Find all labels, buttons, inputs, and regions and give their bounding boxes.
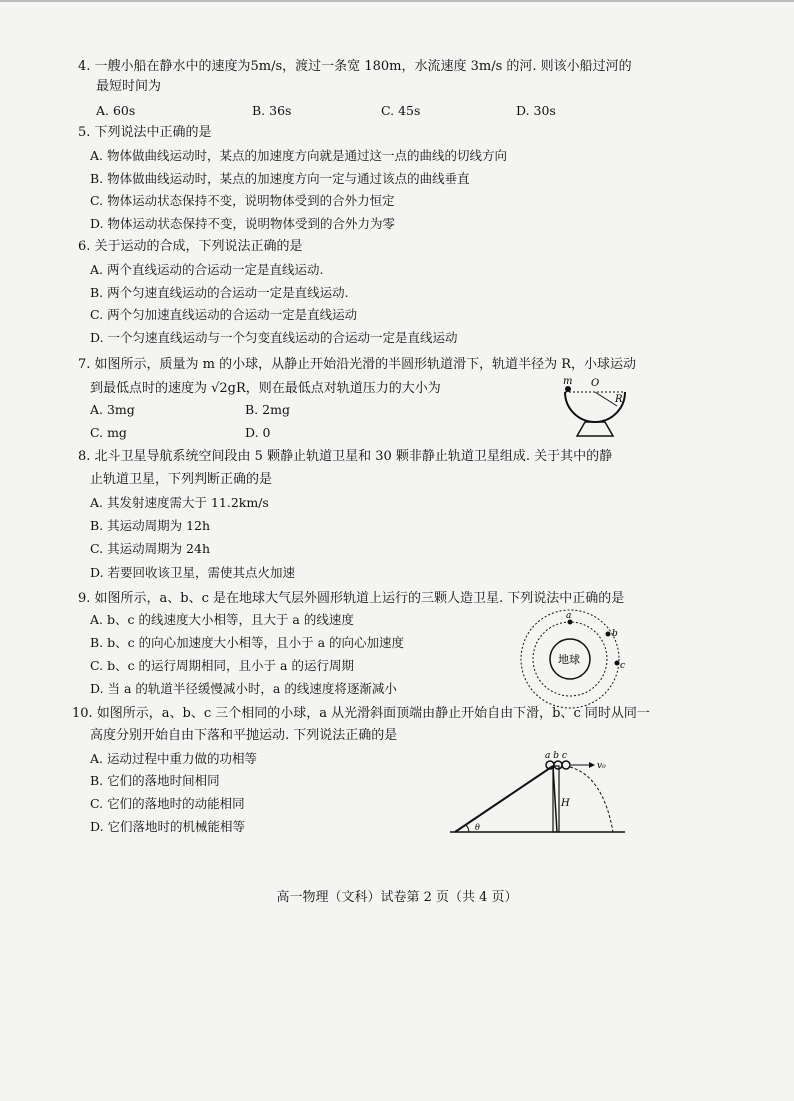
radius-line bbox=[595, 392, 617, 406]
q7-line2: 到最低点时的速度为 √2gR，则在最低点对轨道压力的大小为 bbox=[90, 381, 441, 396]
q10-option-c: C. 它们的落地时的动能相同 bbox=[90, 796, 245, 811]
q5-option-b: B. 物体做曲线运动时，某点的加速度方向一定与通过该点的曲线垂直 bbox=[90, 171, 470, 186]
q10-option-b: B. 它们的落地时间相同 bbox=[90, 773, 220, 788]
q8-option-d: D. 若要回收该卫星，需使其点火加速 bbox=[90, 565, 296, 580]
label-o: O bbox=[591, 378, 600, 389]
q5-stem: 5. 下列说法中正确的是 bbox=[78, 125, 212, 140]
q7-figure bbox=[555, 372, 635, 440]
q7-option-c: C. mg bbox=[90, 425, 127, 440]
q8-line2: 止轨道卫星，下列判断正确的是 bbox=[90, 472, 273, 487]
q10-line1: 10. 如图所示，a、b、c 三个相同的小球，a 从光滑斜面顶端由静止开始自由下滑，b、c 同时从同一 bbox=[72, 706, 650, 721]
q9-option-b: B. b、c 的向心加速度大小相等，且小于 a 的向心加速度 bbox=[90, 635, 405, 650]
q4-option-c: C. 45s bbox=[381, 103, 421, 118]
scan-edge bbox=[0, 0, 794, 2]
q4-line2: 最短时间为 bbox=[96, 79, 162, 94]
q6-option-a: A. 两个直线运动的合运动一定是直线运动. bbox=[90, 262, 324, 277]
q7-option-a: A. 3mg bbox=[90, 402, 135, 417]
angle-arc bbox=[466, 825, 469, 832]
label-c: c bbox=[620, 661, 626, 671]
label-a: a bbox=[566, 611, 572, 621]
q9-figure bbox=[520, 608, 630, 712]
q9-stem: 9. 如图所示，a、b、c 是在地球大气层外圆形轨道上运行的三颗人造卫星. 下列说法中正确的是 bbox=[78, 591, 625, 606]
q6-option-d: D. 一个匀速直线运动与一个匀变直线运动的合运动一定是直线运动 bbox=[90, 330, 458, 345]
label-v0: v₀ bbox=[597, 761, 606, 771]
q7-option-d: D. 0 bbox=[245, 425, 271, 440]
q5-option-d: D. 物体运动状态保持不变，说明物体受到的合外力为零 bbox=[90, 216, 396, 231]
q9-option-a: A. b、c 的线速度大小相等，且大于 a 的线速度 bbox=[90, 612, 354, 627]
q8-option-a: A. 其发射速度需大于 11.2km/s bbox=[90, 495, 269, 510]
q8-option-b: B. 其运动周期为 12h bbox=[90, 518, 211, 533]
q10-option-d: D. 它们落地时的机械能相等 bbox=[90, 819, 246, 834]
satellite-c bbox=[615, 661, 620, 666]
q4-option-a: A. 60s bbox=[96, 103, 136, 118]
q6-option-b: B. 两个匀速直线运动的合运动一定是直线运动. bbox=[90, 285, 349, 300]
q10-line2: 高度分别开始自由下落和平抛运动. 下列说法正确的是 bbox=[90, 728, 398, 743]
q9-option-d: D. 当 a 的轨道半径缓慢减小时，a 的线速度将逐渐减小 bbox=[90, 681, 397, 696]
q4-line1: 4. 一艘小船在静水中的速度为5m/s，渡过一条宽 180m，水流速度 3m/s 的河. 则该小船过河的 bbox=[78, 59, 632, 74]
q5-option-a: A. 物体做曲线运动时，某点的加速度方向就是通过这一点的曲线的切线方向 bbox=[90, 148, 507, 163]
q4-option-b: B. 36s bbox=[252, 103, 292, 118]
q7-line1: 7. 如图所示，质量为 m 的小球，从静止开始沿光滑的半圆形轨道滑下，轨道半径为 R，小球运动 bbox=[78, 357, 637, 372]
q8-line1: 8. 北斗卫星导航系统空间段由 5 颗静止轨道卫星和 30 颗非静止轨道卫星组成. 关于其中的静 bbox=[78, 449, 613, 464]
track-stand bbox=[577, 422, 613, 436]
label-b: b bbox=[612, 629, 618, 639]
ball-c bbox=[562, 761, 570, 769]
q6-stem: 6. 关于运动的合成，下列说法正确的是 bbox=[78, 239, 303, 254]
satellite-b bbox=[606, 632, 611, 637]
q10-option-a: A. 运动过程中重力做的功相等 bbox=[90, 751, 257, 766]
label-abc: a b c bbox=[545, 751, 567, 761]
projectile-path bbox=[570, 767, 613, 832]
ball-b bbox=[554, 761, 562, 769]
earth-label: 地球 bbox=[558, 653, 580, 666]
q8-option-c: C. 其运动周期为 24h bbox=[90, 541, 210, 556]
q9-option-c: C. b、c 的运行周期相同，且小于 a 的运行周期 bbox=[90, 658, 354, 673]
incline bbox=[455, 766, 553, 832]
q10-figure bbox=[445, 748, 635, 840]
q7-option-b: B. 2mg bbox=[245, 402, 290, 417]
label-theta: θ bbox=[475, 823, 480, 832]
arrow-head bbox=[589, 762, 595, 768]
page-footer: 高一物理（文科）试卷第 2 页（共 4 页） bbox=[276, 890, 518, 905]
q5-option-c: C. 物体运动状态保持不变，说明物体受到的合外力恒定 bbox=[90, 193, 395, 208]
q4-option-d: D. 30s bbox=[516, 103, 556, 118]
label-h: H bbox=[561, 798, 570, 809]
q6-option-c: C. 两个匀加速直线运动的合运动一定是直线运动 bbox=[90, 307, 358, 322]
label-m: m bbox=[563, 376, 573, 387]
label-r: R bbox=[615, 394, 623, 405]
